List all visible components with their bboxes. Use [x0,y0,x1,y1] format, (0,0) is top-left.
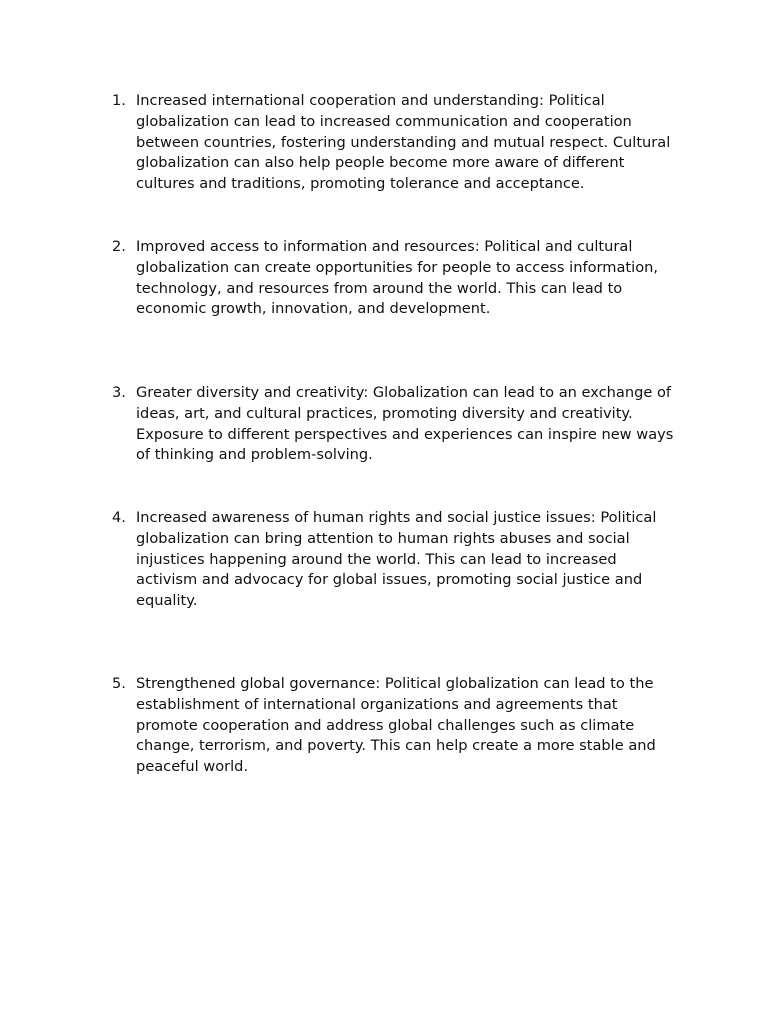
list-item-number: 2. [112,238,126,255]
list-item [112,508,682,612]
list-item-text: Improved access to information and resources: Political and cultural globalization can create opportunities for people to access information, technology, and resources from around the world. This can lead to economic growth, innovation, and development. [136,238,659,318]
list-item-number: 5. [112,675,126,692]
list-item [112,383,682,466]
list-item [112,674,682,778]
list-item-text: Increased international cooperation and understanding: Political globalization can lead to increased communication and cooperation between countries, fostering understanding and mutual respect. Cultural globalization can also help people become more aware of different cultures and traditions, promoting tolerance and acceptance. [136,92,671,193]
list-item-text: Strengthened global governance: Political globalization can lead to the establishment of international organizations and agreements that promote cooperation and address global challenges such as climate change, terrorism, and poverty. This can help create a more stable and peaceful world. [136,675,656,776]
list-item-text: Greater diversity and creativity: Globalization can lead to an exchange of ideas, art, and cultural practices, promoting diversity and creativity. Exposure to different perspectives and experiences can inspire new ways of thinking and problem-solving. [136,384,674,464]
list-item-number: 3. [112,384,126,401]
list-item-number: 1. [112,92,126,109]
list-item [112,237,682,320]
list-item-number: 4. [112,509,126,526]
list-item-text: Increased awareness of human rights and social justice issues: Political globalization can bring attention to human rights abuses and social injustices happening around the world. This can lead to increased activism and advocacy for global issues, promoting social justice and equality. [136,509,657,610]
list-item [112,91,682,195]
